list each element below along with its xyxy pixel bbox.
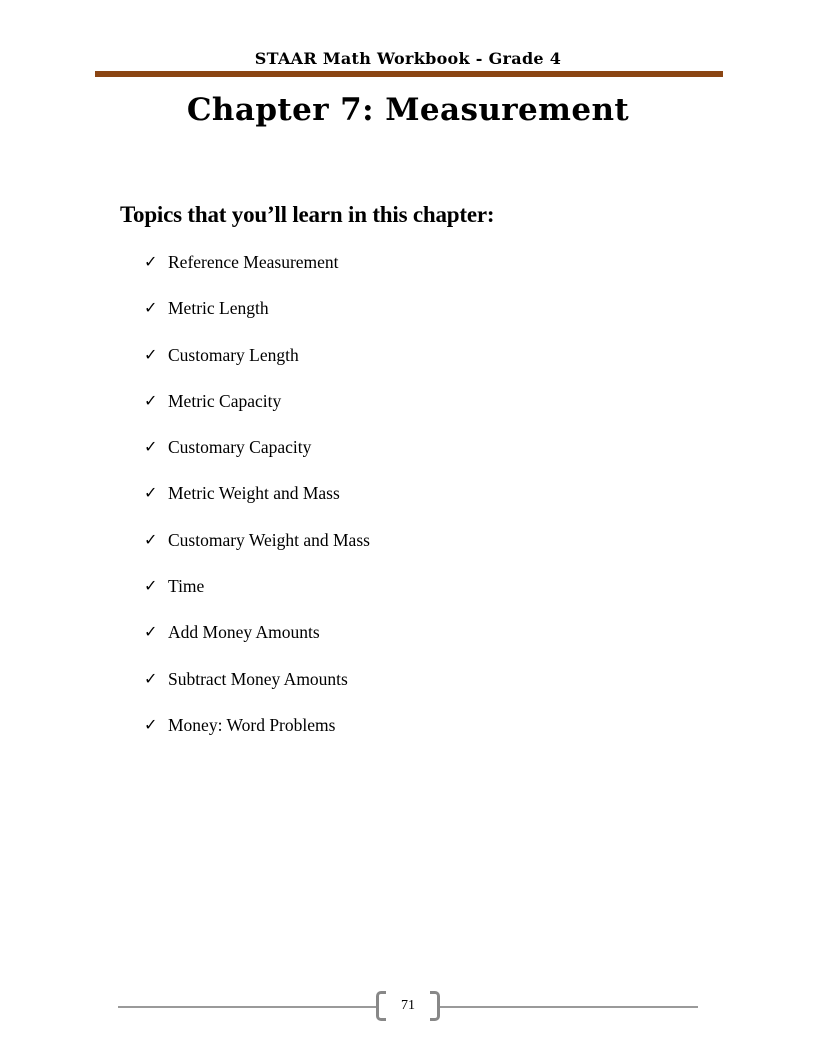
topic-label: Customary Capacity: [168, 437, 312, 458]
topic-item: [144, 528, 370, 574]
check-icon: ✓: [144, 668, 158, 688]
topic-item: [144, 296, 370, 342]
topic-item: [144, 713, 370, 759]
page-number: 71: [401, 998, 415, 1013]
topics-list: [144, 250, 370, 759]
topic-label: Money: Word Problems: [168, 714, 336, 735]
check-icon: ✓: [144, 714, 158, 734]
topic-item: [144, 620, 370, 666]
check-icon: ✓: [144, 298, 158, 318]
chapter-title: Chapter 7: Measurement: [186, 92, 630, 128]
topic-item: [144, 667, 370, 713]
left-bracket-icon: [376, 991, 386, 1021]
topic-item: [144, 389, 370, 435]
topics-heading: Topics that you’ll learn in this chapter:: [120, 202, 495, 227]
footer-rule-left: [118, 1006, 376, 1008]
topic-label: Metric Weight and Mass: [168, 483, 340, 504]
topic-item: [144, 574, 370, 620]
check-icon: ✓: [144, 483, 158, 503]
topic-item: [144, 435, 370, 481]
topic-label: Subtract Money Amounts: [168, 668, 348, 689]
topic-item: [144, 481, 370, 527]
check-icon: ✓: [144, 529, 158, 549]
footer-rule-right: [440, 1006, 698, 1008]
check-icon: ✓: [144, 390, 158, 410]
check-icon: ✓: [144, 437, 158, 457]
right-bracket-icon: [430, 991, 440, 1021]
check-icon: ✓: [144, 344, 158, 364]
running-header: STAAR Math Workbook - Grade 4: [254, 49, 562, 68]
header-rule: [95, 71, 723, 77]
check-icon: ✓: [144, 622, 158, 642]
check-icon: ✓: [144, 252, 158, 271]
topic-label: Metric Length: [168, 298, 269, 319]
topic-item: [144, 250, 370, 296]
topic-label: Metric Capacity: [168, 390, 282, 411]
topic-label: Customary Length: [168, 344, 299, 365]
check-icon: ✓: [144, 576, 158, 596]
topic-label: Reference Measurement: [168, 252, 339, 272]
topic-item: [144, 343, 370, 389]
topic-label: Time: [168, 576, 205, 597]
topic-label: Customary Weight and Mass: [168, 529, 370, 550]
topic-label: Add Money Amounts: [168, 622, 320, 643]
